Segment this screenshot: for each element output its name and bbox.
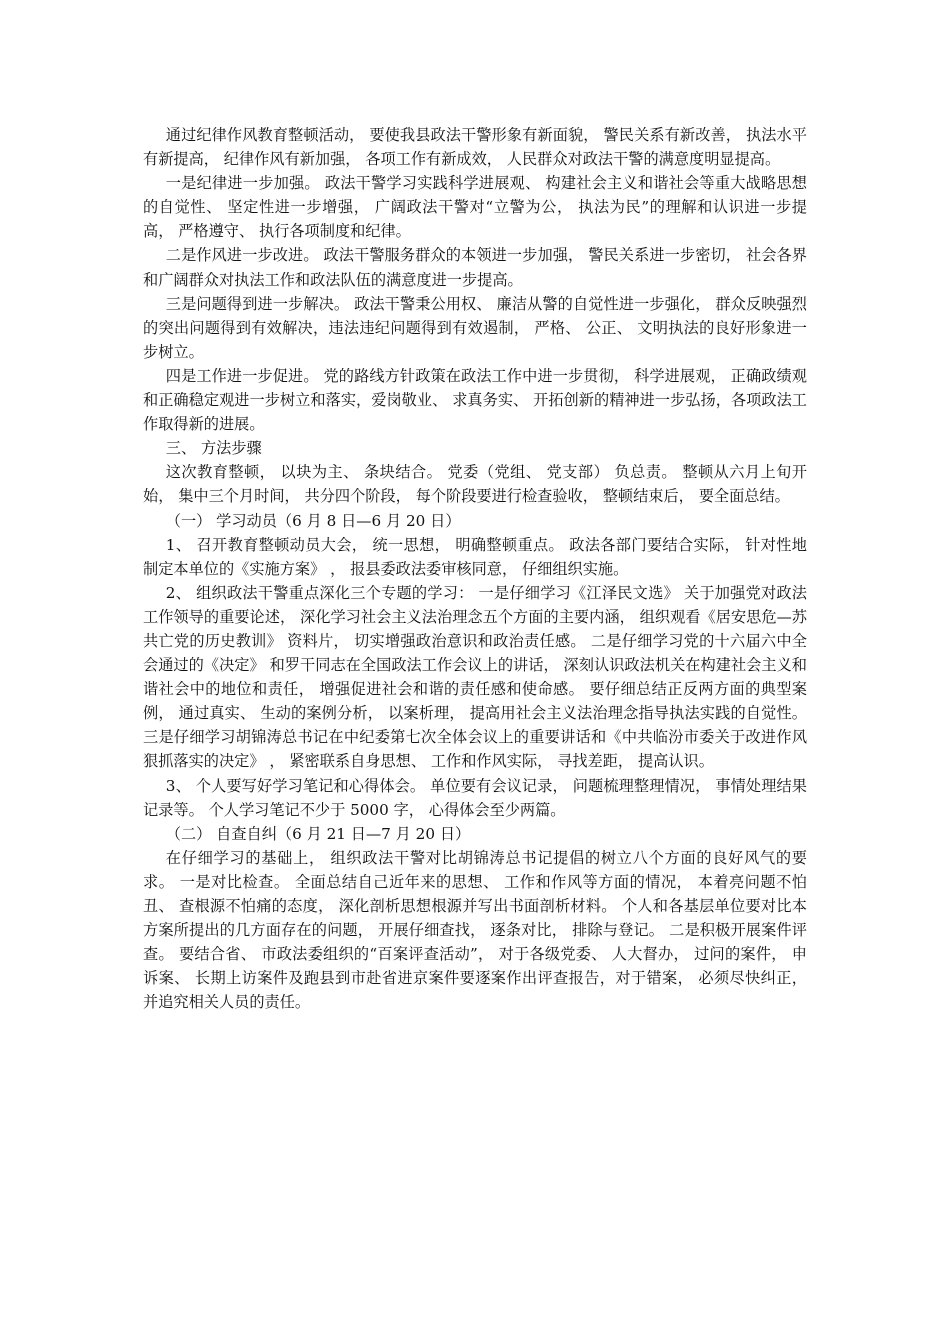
paragraph-step-3: 3、 个人要写好学习笔记和心得体会。 单位要有会议记录， 问题梳理整理情况， 事情处理结果记录等。 个人学习笔记不少于 5000 字， 心得体会至少两篇。 bbox=[143, 776, 807, 819]
paragraph-self-inspection: 在仔细学习的基础上， 组织政法干警对比胡锦涛总书记提倡的树立八个方面的良好风气的要求。 一是对比检查。 全面总结自己近年来的思想、 工作和作风等方面的情况， 本着亮问题不怕丑、 查根源不怕痛的态度， 深化剖析思想根源并写出书面剖析材料。 个人和各基层单位要对比本方案所提出的几方面存在的问题， 开展仔细查找， 逐条对比， 排除与登记。 二是积极开展案件评查。 要结合省、 市政法委组织的“百案评查活动”， 对于各级党委、 人大督办， 过问的案件， 申诉案、 长期上访案件及跑县到市赴省进京案件要逐案作出评查报告，对于错案， 必须尽快纠正， 并追究相关人员的责任。 bbox=[143, 848, 807, 1012]
subheading-self-inspection: （二） 自查自纠（6 月 21 日—7 月 20 日） bbox=[165, 824, 471, 843]
paragraph-methods-overview: 这次教育整顿， 以块为主、 条块结合。 党委（党组、 党支部） 负总责。 整顿从六月上旬开始， 集中三个月时间， 共分四个阶段， 每个阶段要进行检查验收， 整顿结束后， 要全面总结。 bbox=[143, 463, 807, 506]
document-body bbox=[143, 123, 807, 1014]
paragraph-step-1: 1、 召开教育整顿动员大会， 统一思想， 明确整顿重点。 政法各部门要结合实际， 针对性地制定本单位的《实施方案》 ， 报县委政法委审核同意， 仔细组织实施。 bbox=[143, 535, 807, 578]
paragraph-goal-style: 二是作风进一步改进。 政法干警服务群众的本领进一步加强， 警民关系进一步密切， 社会各界和广阔群众对执法工作和政法队伍的满意度进一步提高。 bbox=[143, 246, 807, 289]
paragraph-goals-intro: 通过纪律作风教育整顿活动， 要使我县政法干警形象有新面貌， 警民关系有新改善， 执法水平有新提高， 纪律作风有新加强， 各项工作有新成效， 人民群众对政法干警的满意度明显提高。 bbox=[143, 126, 807, 169]
subheading-study-mobilization: （一） 学习动员（6 月 8 日—6 月 20 日） bbox=[165, 511, 461, 530]
paragraph-goal-discipline: 一是纪律进一步加强。 政法干警学习实践科学进展观、 构建社会主义和谐社会等重大战略思想的自觉性、 坚定性进一步增强， 广阔政法干警对“立警为公， 执法为民”的理解和认识进一步提高， 严格遵守、 执行各项制度和纪律。 bbox=[143, 174, 807, 241]
paragraph-step-2: 2、 组织政法干警重点深化三个专题的学习： 一是仔细学习《江泽民文选》 关于加强党对政法工作领导的重要论述， 深化学习社会主义法治理念五个方面的主要内涵， 组织观看《居安思危—苏共亡党的历史教训》 资料片， 切实增强政治意识和政治责任感。 二是仔细学习党的十六届六中全会通过的《决定》 和罗干同志在全国政法工作会议上的讲话， 深刻认识政法机关在构建社会主义和谐社会中的地位和责任， 增强促进社会和谐的责任感和使命感。 要仔细总结正反两方面的典型案例， 通过真实、 生动的案例分析， 以案析理， 提高用社会主义法治理念指导执法实践的自觉性。 三是仔细学习胡锦涛总书记在中纪委第七次全体会议上的重要讲话和《中共临汾市委关于改进作风狠抓落实的决定》 ， 紧密联系自身思想、 工作和作风实际， 寻找差距， 提高认识。 bbox=[143, 583, 807, 771]
paragraph-goal-problems: 三是问题得到进一步解决。 政法干警秉公用权、 廉洁从警的自觉性进一步强化， 群众反映强烈的突出问题得到有效解决，违法违纪问题得到有效遏制， 严格、 公正、 文明执法的良好形象进一步树立。 bbox=[143, 294, 807, 361]
section-heading-methods: 三、 方法步骤 bbox=[165, 439, 262, 458]
paragraph-goal-work: 四是工作进一步促进。 党的路线方针政策在政法工作中进一步贯彻， 科学进展观， 正确政绩观和正确稳定观进一步树立和落实，爱岗敬业、 求真务实、 开拓创新的精神进一步弘扬，各项政法工作取得新的进展。 bbox=[143, 366, 807, 434]
